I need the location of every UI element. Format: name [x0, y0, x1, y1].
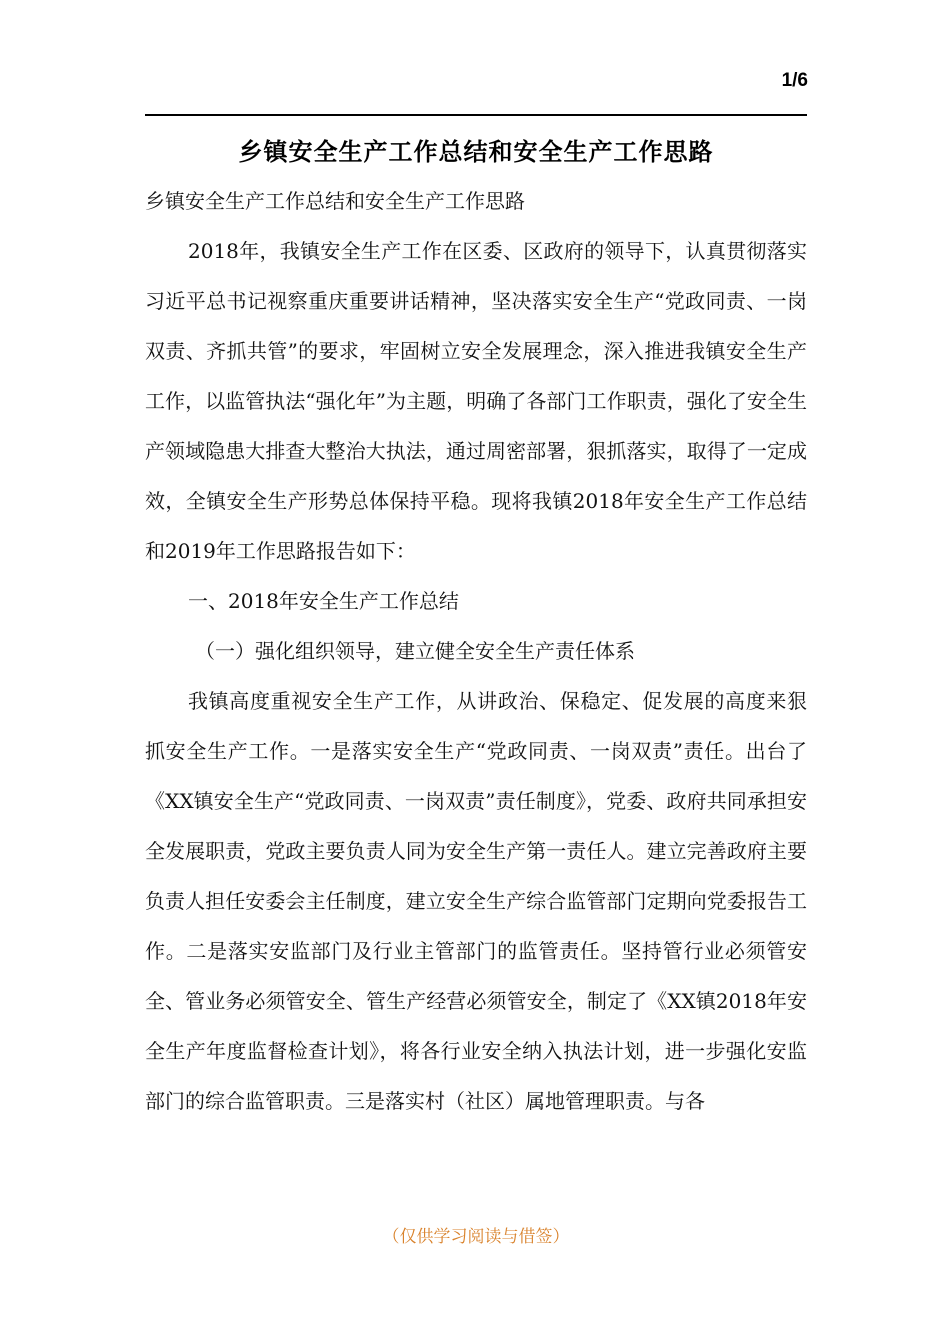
- footer-note: （仅供学习阅读与借签）: [382, 1227, 570, 1247]
- document-title: 乡镇安全生产工作总结和安全生产工作思路: [238, 137, 714, 166]
- subtitle-line: 乡镇安全生产工作总结和安全生产工作思路: [145, 189, 525, 213]
- header-divider: [145, 114, 807, 116]
- document-body: [145, 176, 807, 1126]
- section-heading: 一、2018年安全生产工作总结: [188, 589, 459, 613]
- body-paragraph: 我镇高度重视安全生产工作，从讲政治、保稳定、促发展的高度来狠抓安全生产工作。一是落实安全生产“党政同责、一岗双责”责任。出台了《XX镇安全生产“党政同责、一岗双责”责任制度》，党委、政府共同承担安全发展职责，党政主要负责人同为安全生产第一责任人。建立完善政府主要负责人担任安委会主任制度，建立安全生产综合监管部门定期向党委报告工作。二是落实安监部门及行业主管部门的监管责任。坚持管行业必须管安全、管业务必须管安全、管生产经营必须管安全，制定了《XX镇2018年安全生产年度监督检查计划》，将各行业安全纳入执法计划，进一步强化安监部门的综合监管职责。三是落实村（社区）属地管理职责。与各: [145, 689, 807, 1113]
- page-number: 1/6: [781, 70, 808, 91]
- subsection-heading: （一）强化组织领导，建立健全安全生产责任体系: [195, 639, 635, 663]
- intro-paragraph: 2018年，我镇安全生产工作在区委、区政府的领导下，认真贯彻落实习近平总书记视察重庆重要讲话精神，坚决落实安全生产“党政同责、一岗双责、齐抓共管”的要求，牢固树立安全发展理念，深入推进我镇安全生产工作，以监管执法“强化年”为主题，明确了各部门工作职责，强化了安全生产领域隐患大排查大整治大执法，通过周密部署，狠抓落实，取得了一定成效，全镇安全生产形势总体保持平稳。现将我镇2018年安全生产工作总结和2019年工作思路报告如下：: [145, 239, 807, 563]
